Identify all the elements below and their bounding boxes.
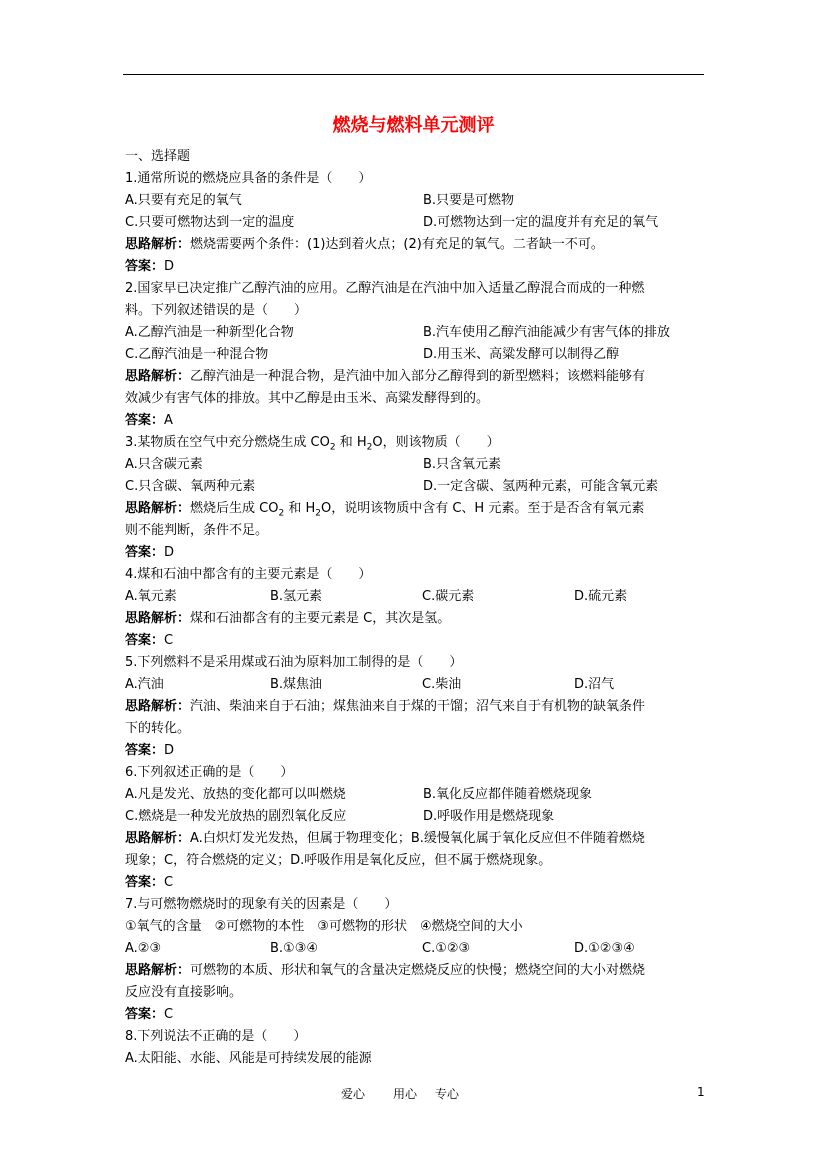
question-5-analysis — [125, 696, 705, 718]
analysis-text: 和 H — [284, 501, 316, 516]
question-2-stem-line2: 料。下列叙述错误的是（ ） — [125, 303, 308, 318]
option-d: D.可燃物达到一定的温度并有充足的氧气 — [423, 215, 659, 230]
footer-motto-3: 专心 — [435, 1087, 460, 1101]
option-d: D.呼吸作用是燃烧现象 — [423, 809, 555, 824]
option-a: A.②③ — [125, 941, 162, 956]
question-2-answer — [125, 410, 705, 432]
stem-part: O，则该物质（ ） — [372, 435, 500, 450]
question-3-stem — [125, 432, 705, 454]
option-d: D.沼气 — [574, 677, 615, 692]
question-2-stem-line1: 2.国家早已决定推广乙醇汽油的应用。乙醇汽油是在汽油中加入适量乙醇混合而成的一种燃 — [125, 281, 645, 296]
option-b: B.汽车使用乙醇汽油能减少有害气体的排放 — [423, 325, 671, 340]
question-1-options-ab — [125, 190, 705, 212]
footer-motto-1: 爱心 — [341, 1087, 366, 1101]
analysis-text: 燃烧需要两个条件：(1)达到着火点；(2)有充足的氧气。二者缺一不可。 — [190, 237, 604, 252]
option-a: A.只含碳元素 — [125, 457, 203, 472]
answer-value: D — [164, 259, 175, 274]
option-c: C.燃烧是一种发光放热的剧烈氧化反应 — [125, 809, 347, 824]
analysis-text: 可燃物的本质、形状和氧气的含量决定燃烧反应的快慢；燃烧空间的大小对燃烧 — [190, 963, 646, 978]
option-c: C.柴油 — [422, 677, 462, 692]
question-7-options — [125, 938, 705, 960]
page-footer — [0, 1085, 827, 1105]
question-6-analysis-cont: 现象；C，符合燃烧的定义；D.呼吸作用是氧化反应，但不属于燃烧现象。 — [125, 853, 552, 868]
option-b: B.氧化反应都伴随着燃烧现象 — [423, 787, 593, 802]
question-7-answer — [125, 1004, 705, 1026]
question-2-analysis-cont: 效减少有害气体的排放。其中乙醇是由玉米、高粱发酵得到的。 — [125, 391, 490, 406]
option-a: A.汽油 — [125, 677, 164, 692]
page-title: 燃烧与燃料单元测评 — [332, 115, 495, 136]
question-1-stem: 1.通常所说的燃烧应具备的条件是（ ） — [125, 171, 372, 186]
option-c: C.只含碳、氧两种元素 — [125, 479, 256, 494]
answer-value: D — [164, 743, 175, 758]
option-c: C.只要可燃物达到一定的温度 — [125, 215, 295, 230]
analysis-text: 燃烧后生成 CO — [190, 501, 279, 516]
stem-part: 3.某物质在空气中充分燃烧生成 CO — [125, 435, 330, 450]
answer-value: D — [164, 545, 175, 560]
answer-label: 答案： — [125, 413, 165, 428]
question-1-options-cd — [125, 212, 705, 234]
stem-part: 和 H — [335, 435, 367, 450]
question-6-analysis — [125, 828, 705, 850]
answer-label: 答案： — [125, 743, 165, 758]
option-d: D.用玉米、高粱发酵可以制得乙醇 — [423, 347, 620, 362]
option-a: A.乙醇汽油是一种新型化合物 — [125, 325, 294, 340]
question-1-analysis — [125, 234, 705, 256]
page-number: 1 — [697, 1085, 705, 1099]
question-7-analysis-cont: 反应没有直接影响。 — [125, 985, 243, 1000]
subscript: 2 — [315, 508, 321, 519]
question-4-answer — [125, 630, 705, 652]
question-6-stem: 6.下列叙述正确的是（ ） — [125, 765, 294, 780]
answer-label: 答案： — [125, 259, 165, 274]
question-5-options — [125, 674, 705, 696]
answer-label: 答案： — [125, 875, 165, 890]
option-d: D.一定含碳、氢两种元素，可能含氧元素 — [423, 479, 659, 494]
option-d: D.硫元素 — [574, 589, 628, 604]
question-5-stem: 5.下列燃料不是采用煤或石油为原料加工制得的是（ ） — [125, 655, 463, 670]
analysis-text: 汽油、柴油来自于石油；煤焦油来自于煤的干馏；沼气来自于有机物的缺氧条件 — [190, 699, 646, 714]
question-3-answer — [125, 542, 705, 564]
header-rule — [123, 74, 704, 75]
answer-value: C — [164, 875, 174, 890]
question-1-answer — [125, 256, 705, 278]
option-b: B.只含氧元素 — [423, 457, 502, 472]
question-8-option-a: A.太阳能、水能、风能是可持续发展的能源 — [125, 1051, 372, 1066]
subscript: 2 — [329, 442, 336, 453]
option-b: B.氢元素 — [270, 589, 323, 604]
option-c: C.①②③ — [422, 941, 471, 956]
question-3-analysis — [125, 498, 705, 520]
subscript: 2 — [366, 442, 373, 453]
option-c: C.乙醇汽油是一种混合物 — [125, 347, 269, 362]
option-a: A.氧元素 — [125, 589, 177, 604]
option-a: A.只要有充足的氧气 — [125, 193, 242, 208]
footer-motto-2: 用心 — [393, 1087, 418, 1101]
option-d: D.①②③④ — [574, 941, 635, 956]
analysis-label: 思路解析： — [125, 611, 191, 626]
option-c: C.碳元素 — [422, 589, 475, 604]
section-heading: 一、选择题 — [125, 149, 191, 164]
answer-label: 答案： — [125, 1007, 165, 1022]
option-b: B.煤焦油 — [270, 677, 323, 692]
question-3-options-ab — [125, 454, 705, 476]
question-6-answer — [125, 872, 705, 894]
question-2-options-ab — [125, 322, 705, 344]
question-4-analysis — [125, 608, 705, 630]
question-2-analysis — [125, 366, 705, 388]
question-7-items: ①氧气的含量 ②可燃物的本性 ③可燃物的形状 ④燃烧空间的大小 — [125, 919, 523, 934]
answer-value: C — [164, 1007, 174, 1022]
analysis-label: 思路解析： — [125, 369, 191, 384]
analysis-text: A.白炽灯发光发热，但属于物理变化；B.缓慢氧化属于氧化反应但不伴随着燃烧 — [190, 831, 645, 846]
question-2-options-cd — [125, 344, 705, 366]
option-b: B.①③④ — [270, 941, 319, 956]
analysis-label: 思路解析： — [125, 699, 191, 714]
analysis-text: 乙醇汽油是一种混合物，是汽油中加入部分乙醇得到的新型燃料；该燃料能够有 — [190, 369, 646, 384]
analysis-text: O，说明该物质中含有 C、H 元素。至于是否含有氧元素 — [320, 501, 645, 516]
question-3-options-cd — [125, 476, 705, 498]
question-6-options-ab — [125, 784, 705, 806]
subscript: 2 — [278, 508, 285, 519]
question-4-stem: 4.煤和石油中都含有的主要元素是（ ） — [125, 567, 372, 582]
question-3-analysis-cont: 则不能判断，条件不足。 — [125, 523, 269, 538]
question-5-analysis-cont: 下的转化。 — [125, 721, 191, 736]
answer-value: A — [164, 413, 173, 428]
answer-value: C — [164, 633, 174, 648]
analysis-label: 思路解析： — [125, 501, 191, 516]
question-4-options — [125, 586, 705, 608]
analysis-text: 煤和石油都含有的主要元素是 C，其次是氢。 — [190, 611, 451, 626]
analysis-label: 思路解析： — [125, 237, 191, 252]
option-b: B.只要是可燃物 — [423, 193, 515, 208]
document-body — [125, 146, 705, 1070]
option-a: A.凡是发光、放热的变化都可以叫燃烧 — [125, 787, 346, 802]
answer-label: 答案： — [125, 633, 165, 648]
analysis-label: 思路解析： — [125, 963, 191, 978]
question-7-analysis — [125, 960, 705, 982]
question-8-stem: 8.下列说法不正确的是（ ） — [125, 1029, 307, 1044]
question-7-stem: 7.与可燃物燃烧时的现象有关的因素是（ ） — [125, 897, 398, 912]
answer-label: 答案： — [125, 545, 165, 560]
analysis-label: 思路解析： — [125, 831, 191, 846]
question-6-options-cd — [125, 806, 705, 828]
question-5-answer — [125, 740, 705, 762]
